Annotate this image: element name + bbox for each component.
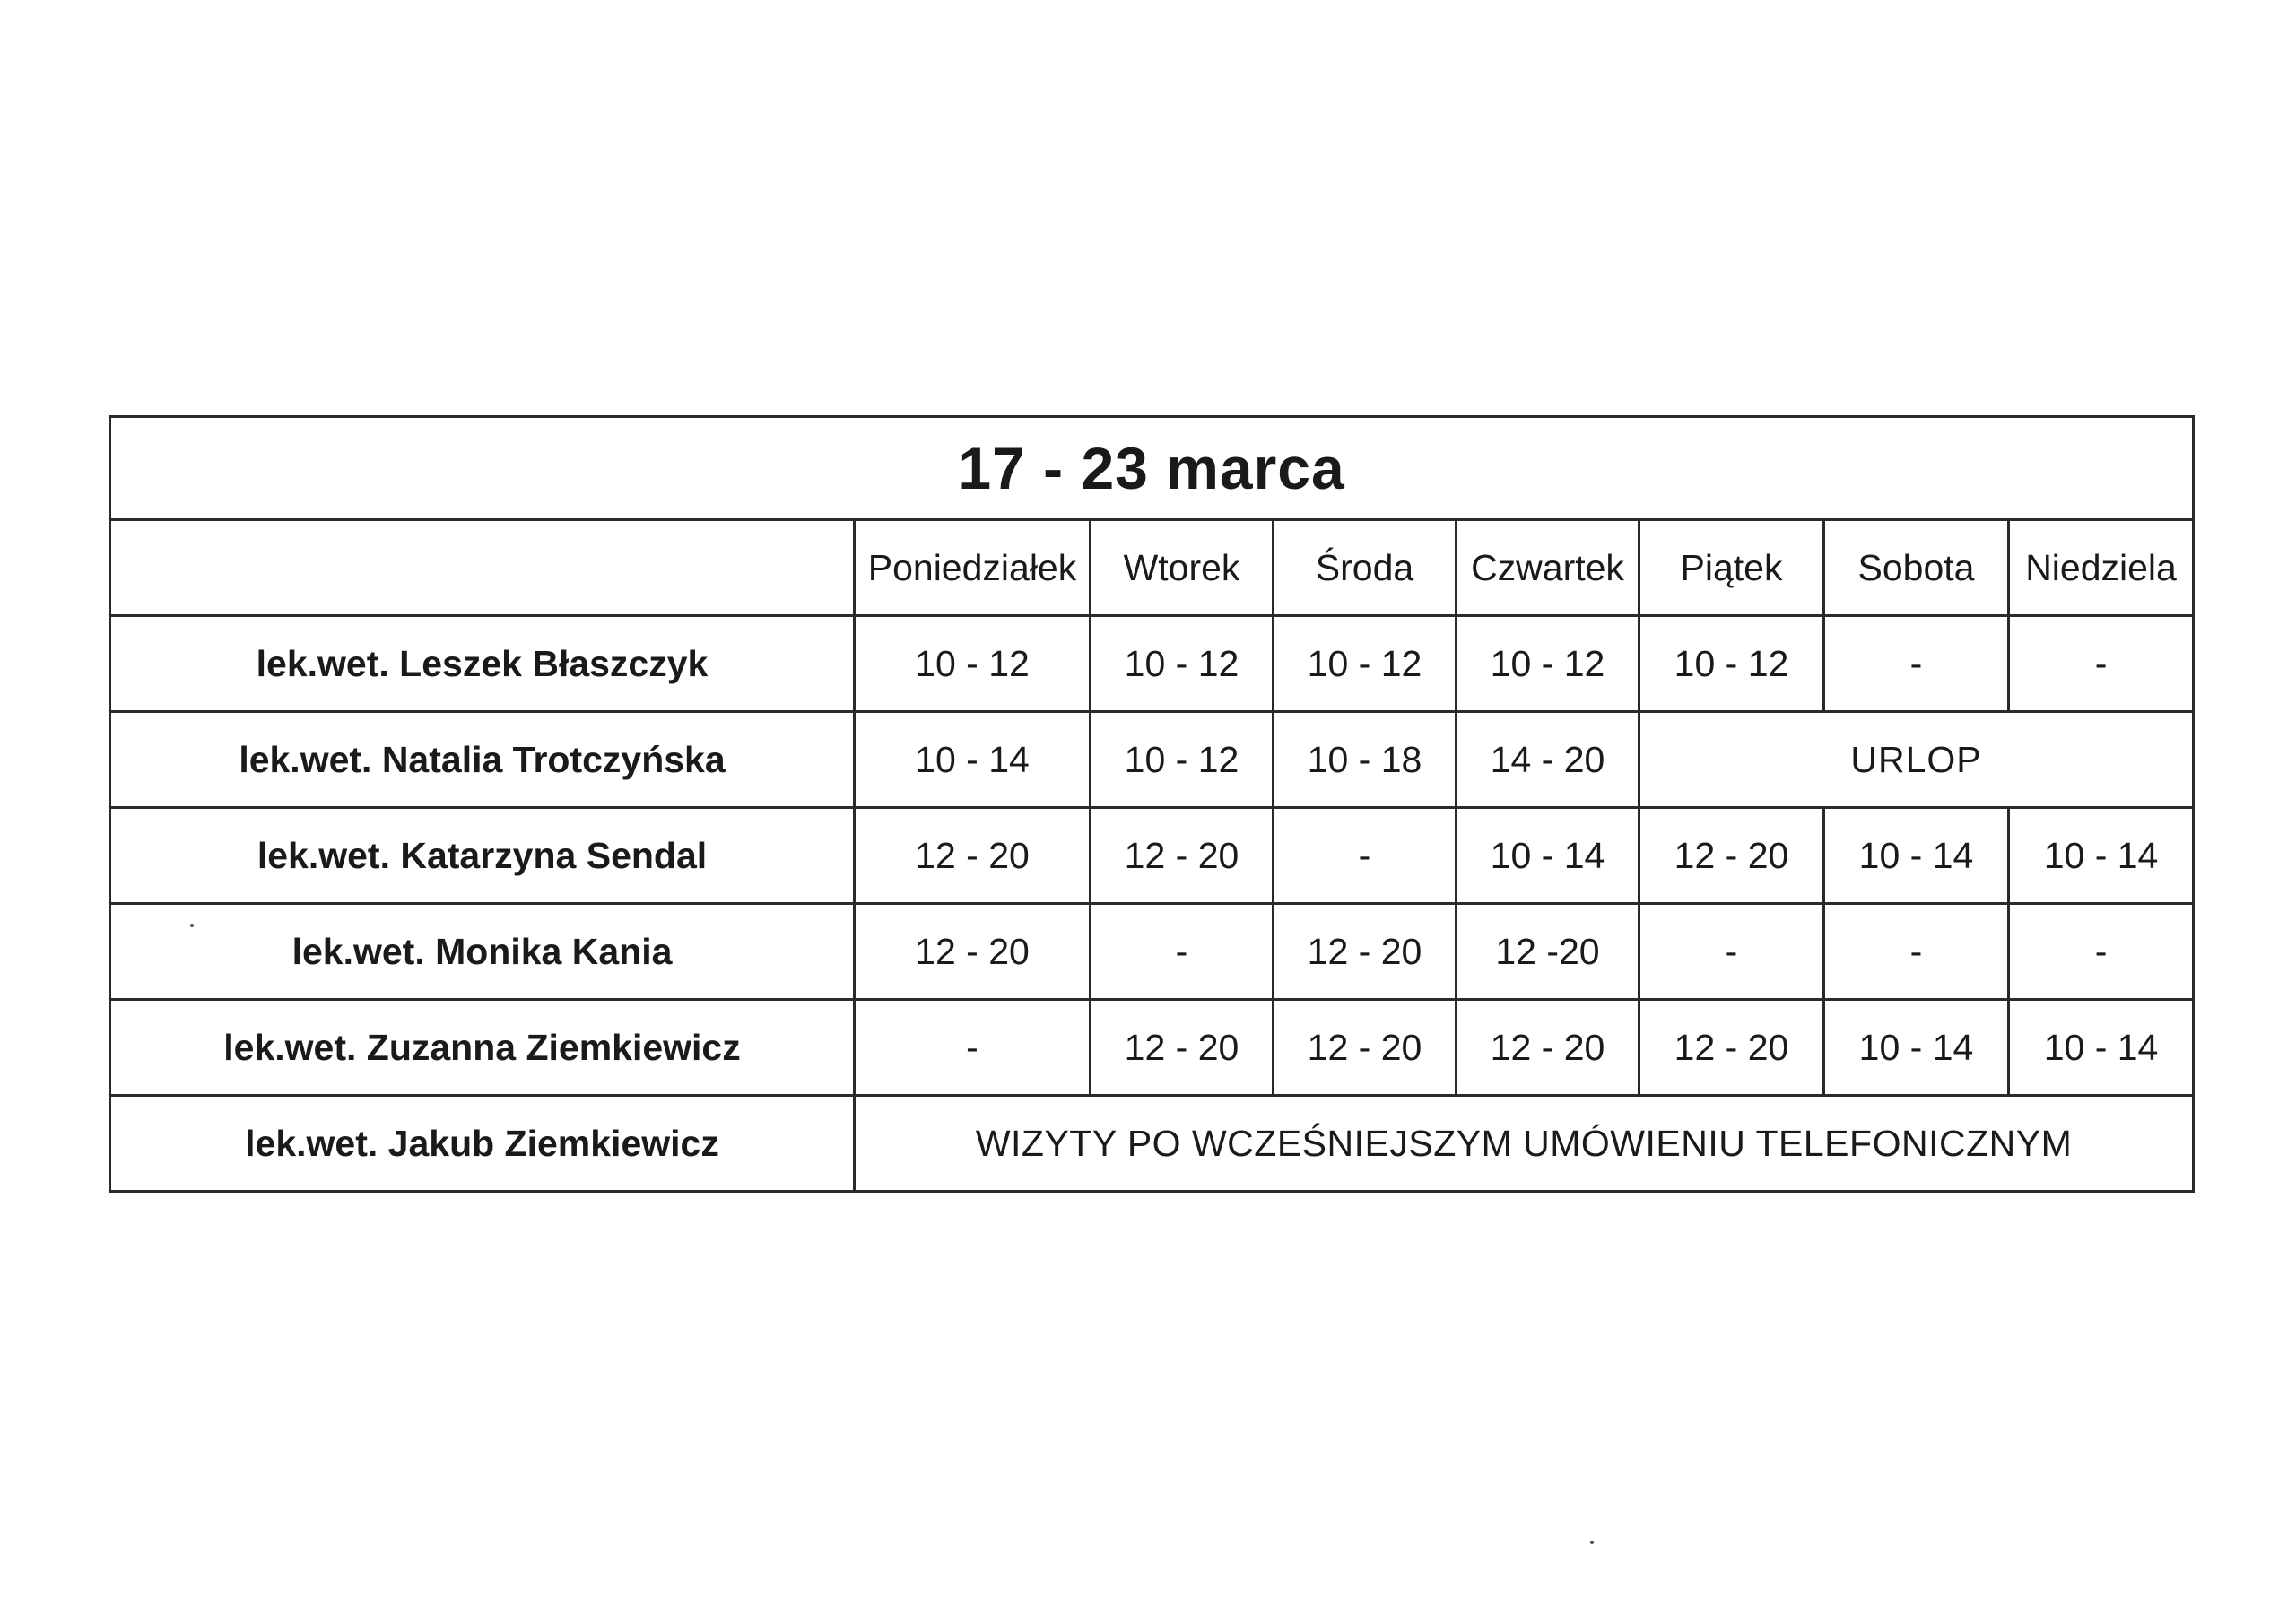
empty-corner-cell: [110, 520, 855, 616]
hours-cell: 12 - 20: [1639, 1000, 1824, 1096]
hours-cell: 12 - 20: [855, 808, 1091, 904]
weekday-header-row: [110, 520, 2194, 616]
header-day: Piątek: [1639, 520, 1824, 616]
hours-cell: -: [1824, 904, 2009, 1000]
appointment-note-cell: WIZYTY PO WCZEŚNIEJSZYM UMÓWIENIU TELEFONICZNYM: [855, 1096, 2194, 1192]
hours-cell: 10 - 18: [1274, 712, 1457, 808]
header-day: Środa: [1274, 520, 1457, 616]
hours-cell: 10 - 12: [1639, 616, 1824, 712]
doctor-name: lek.wet. Leszek Błaszczyk: [110, 616, 855, 712]
hours-cell: -: [2009, 616, 2194, 712]
title-row: [110, 417, 2194, 520]
hours-cell: 10 - 14: [2009, 1000, 2194, 1096]
doctor-name: lek.wet. Monika Kania: [110, 904, 855, 1000]
hours-cell: 12 - 20: [1639, 808, 1824, 904]
header-day: Wtorek: [1091, 520, 1274, 616]
hours-cell: 12 - 20: [1274, 904, 1457, 1000]
hours-cell: 10 - 14: [1457, 808, 1639, 904]
hours-cell: 10 - 14: [1824, 808, 2009, 904]
doctor-row: [110, 808, 2194, 904]
doctor-row: [110, 904, 2194, 1000]
hours-cell: 10 - 12: [1274, 616, 1457, 712]
header-day: Niedziela: [2009, 520, 2194, 616]
hours-cell: 10 - 12: [855, 616, 1091, 712]
hours-cell: 12 -20: [1457, 904, 1639, 1000]
doctor-name: lek.wet. Katarzyna Sendal: [110, 808, 855, 904]
schedule-title: 17 - 23 marca: [110, 417, 2194, 520]
header-day: Poniedziałek: [855, 520, 1091, 616]
vet-schedule-table: [109, 415, 2195, 1193]
hours-cell: 10 - 12: [1091, 712, 1274, 808]
hours-cell: -: [1274, 808, 1457, 904]
hours-cell: -: [855, 1000, 1091, 1096]
hours-cell: 12 - 20: [1091, 1000, 1274, 1096]
doctor-name: lek.wet. Natalia Trotczyńska: [110, 712, 855, 808]
doctor-name: lek.wet. Zuzanna Ziemkiewicz: [110, 1000, 855, 1096]
hours-cell: 14 - 20: [1457, 712, 1639, 808]
hours-cell: 10 - 14: [855, 712, 1091, 808]
hours-cell: 10 - 12: [1457, 616, 1639, 712]
hours-cell: 12 - 20: [1274, 1000, 1457, 1096]
hours-cell: -: [1639, 904, 1824, 1000]
hours-cell: 12 - 20: [1457, 1000, 1639, 1096]
hours-cell: 10 - 12: [1091, 616, 1274, 712]
scan-speck: [1590, 1541, 1594, 1544]
hours-cell: -: [1091, 904, 1274, 1000]
doctor-row: [110, 1096, 2194, 1192]
vacation-cell: URLOP: [1639, 712, 2194, 808]
doctor-row: [110, 616, 2194, 712]
header-day: Czwartek: [1457, 520, 1639, 616]
hours-cell: 10 - 14: [2009, 808, 2194, 904]
header-day: Sobota: [1824, 520, 2009, 616]
doctor-row: [110, 1000, 2194, 1096]
hours-cell: 10 - 14: [1824, 1000, 2009, 1096]
doctor-name: lek.wet. Jakub Ziemkiewicz: [110, 1096, 855, 1192]
hours-cell: 12 - 20: [855, 904, 1091, 1000]
hours-cell: -: [2009, 904, 2194, 1000]
hours-cell: -: [1824, 616, 2009, 712]
doctor-row: [110, 712, 2194, 808]
hours-cell: 12 - 20: [1091, 808, 1274, 904]
